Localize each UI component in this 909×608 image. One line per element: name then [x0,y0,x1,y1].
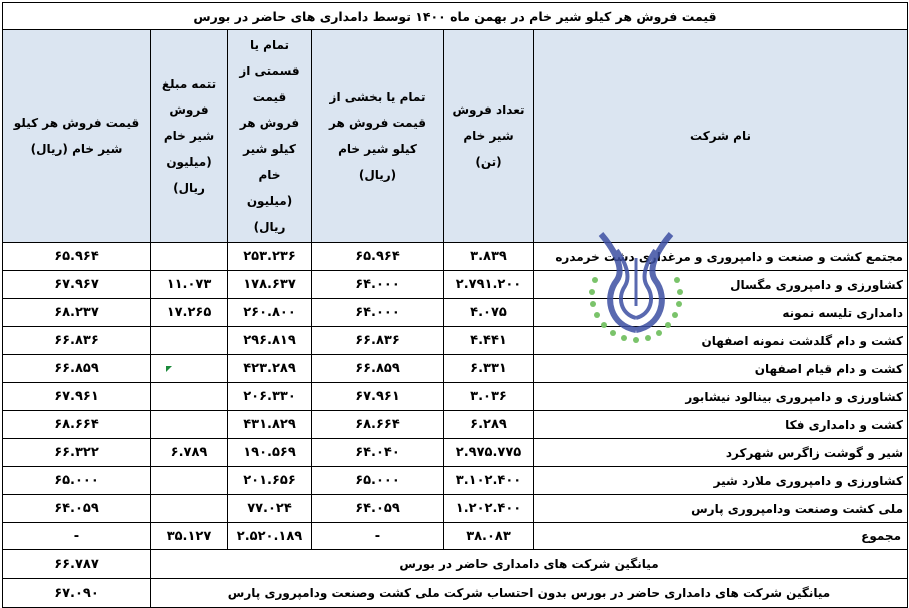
average-value: ۶۷.۰۹۰ [3,579,151,608]
cell-remainder [151,467,228,495]
total-part-amount: ۲.۵۲۰.۱۸۹ [228,523,312,550]
table-row [3,355,908,383]
cell-part-price: ۶۴.۰۰۰ [312,271,444,299]
average-row [3,550,908,579]
header-part-amount: تمام یا قسمتی از قیمت فروش هر کیلو شیر خام (میلیون ریال) [228,30,312,243]
cell-part-price: ۶۴.۰۰۰ [312,299,444,327]
cell-company: کشت و دام گلدشت نمونه اصفهان [534,327,908,355]
cell-part-amount: ۱۷۸.۶۳۷ [228,271,312,299]
cell-part-price: ۶۶.۸۳۶ [312,327,444,355]
cell-final-price: ۶۷.۹۶۷ [3,271,151,299]
table-title-row [3,3,908,30]
cell-final-price: ۶۶.۳۲۲ [3,439,151,467]
average-value: ۶۶.۷۸۷ [3,550,151,579]
cell-final-price: ۶۵.۰۰۰ [3,467,151,495]
cell-qty: ۲.۹۷۵.۷۷۵ [444,439,534,467]
cell-part-amount: ۲۰۶.۳۳۰ [228,383,312,411]
cell-part-amount: ۱۹۰.۵۶۹ [228,439,312,467]
total-part-price: - [312,523,444,550]
cell-company: شیر و گوشت زاگرس شهرکرد [534,439,908,467]
cell-part-amount: ۷۷.۰۲۴ [228,495,312,523]
cell-part-amount: ۲۹۶.۸۱۹ [228,327,312,355]
table-row [3,327,908,355]
cell-qty: ۳.۰۳۶ [444,383,534,411]
table-row [3,495,908,523]
cell-remainder [151,411,228,439]
cell-qty: ۳.۱۰۲.۴۰۰ [444,467,534,495]
cell-qty: ۶.۲۸۹ [444,411,534,439]
cell-qty: ۳.۸۳۹ [444,243,534,271]
average-label: میانگین شرکت های دامداری حاضر در بورس [151,550,908,579]
cell-company: کشاورزی و دامپروری ملارد شیر [534,467,908,495]
cell-remainder: ۱۱.۰۷۳ [151,271,228,299]
header-row [3,30,908,243]
cell-remainder [151,327,228,355]
milk-price-table-container [2,2,907,601]
cell-qty: ۶.۳۳۱ [444,355,534,383]
average-label: میانگین شرکت های دامداری حاضر در بورس بدون احتساب شرکت ملی کشت وصنعت ودامپروری پارس [151,579,908,608]
header-sales-qty: تعداد فروش شیر خام (تن) [444,30,534,243]
company-logo-watermark [583,218,688,346]
header-remainder: تتمه مبلغ فروش شیر خام (میلیون ریال) [151,30,228,243]
milk-price-table [2,2,908,608]
cell-part-price: ۶۴.۰۵۹ [312,495,444,523]
cell-final-price: ۶۷.۹۶۱ [3,383,151,411]
total-qty: ۳۸.۰۸۳ [444,523,534,550]
cell-final-price: ۶۶.۸۳۶ [3,327,151,355]
cell-company: مجتمع کشت و صنعت و دامپروری و مرغداری دشت خرمدره [534,243,908,271]
cell-final-price: ۶۸.۶۶۴ [3,411,151,439]
cell-final-price: ۶۸.۲۳۷ [3,299,151,327]
total-label: مجموع [534,523,908,550]
cell-qty: ۴.۴۴۱ [444,327,534,355]
cell-part-amount: ۲۰۱.۶۵۶ [228,467,312,495]
horns-emblem-icon [601,234,671,330]
header-part-price: تمام یا بخشی از قیمت فروش هر کیلو شیر خام (ریال) [312,30,444,243]
table-row [3,439,908,467]
header-final-price: قیمت فروش هر کیلو شیر خام (ریال) [3,30,151,243]
total-remainder: ۳۵.۱۲۷ [151,523,228,550]
cell-remainder [151,383,228,411]
cell-part-price: ۶۷.۹۶۱ [312,383,444,411]
cell-company: کشاورزی و دامپروری بینالود نیشابور [534,383,908,411]
cell-part-price: ۶۶.۸۵۹ [312,355,444,383]
cell-remainder [151,243,228,271]
average-row [3,579,908,608]
cell-qty: ۱.۲۰۲.۴۰۰ [444,495,534,523]
table-row [3,467,908,495]
cell-part-price: ۶۸.۶۶۴ [312,411,444,439]
cell-company: کشت و دامداری فکا [534,411,908,439]
cell-company: کشت و دام قیام اصفهان [534,355,908,383]
cell-final-price: ۶۵.۹۶۴ [3,243,151,271]
cell-remainder [151,355,228,383]
cell-company: کشاورزی و دامپروری مگسال [534,271,908,299]
cell-part-price: ۶۵.۹۶۴ [312,243,444,271]
table-row [3,271,908,299]
total-final-price: - [3,523,151,550]
table-row [3,383,908,411]
cell-company: دامداری تلیسه نمونه [534,299,908,327]
cell-part-amount: ۲۵۳.۲۳۶ [228,243,312,271]
table-title: قیمت فروش هر کیلو شیر خام در بهمن ماه ۱۴۰۰ توسط دامداری های حاضر در بورس [3,3,908,30]
total-row [3,523,908,550]
table-row [3,299,908,327]
cell-part-price: ۶۵.۰۰۰ [312,467,444,495]
cell-remainder: ۱۷.۲۶۵ [151,299,228,327]
cell-part-price: ۶۴.۰۴۰ [312,439,444,467]
cell-company: ملی کشت وصنعت ودامپروری پارس [534,495,908,523]
cell-qty: ۴.۰۷۵ [444,299,534,327]
table-row [3,411,908,439]
cell-remainder: ۶.۷۸۹ [151,439,228,467]
cell-part-amount: ۴۳۱.۸۲۹ [228,411,312,439]
cell-part-amount: ۲۶۰.۸۰۰ [228,299,312,327]
cell-remainder [151,495,228,523]
cell-part-amount: ۴۲۳.۲۸۹ [228,355,312,383]
cell-final-price: ۶۶.۸۵۹ [3,355,151,383]
table-row [3,243,908,271]
cell-comment-marker [166,366,172,372]
cell-final-price: ۶۴.۰۵۹ [3,495,151,523]
header-company: نام شرکت [534,30,908,243]
cell-qty: ۲.۷۹۱.۲۰۰ [444,271,534,299]
